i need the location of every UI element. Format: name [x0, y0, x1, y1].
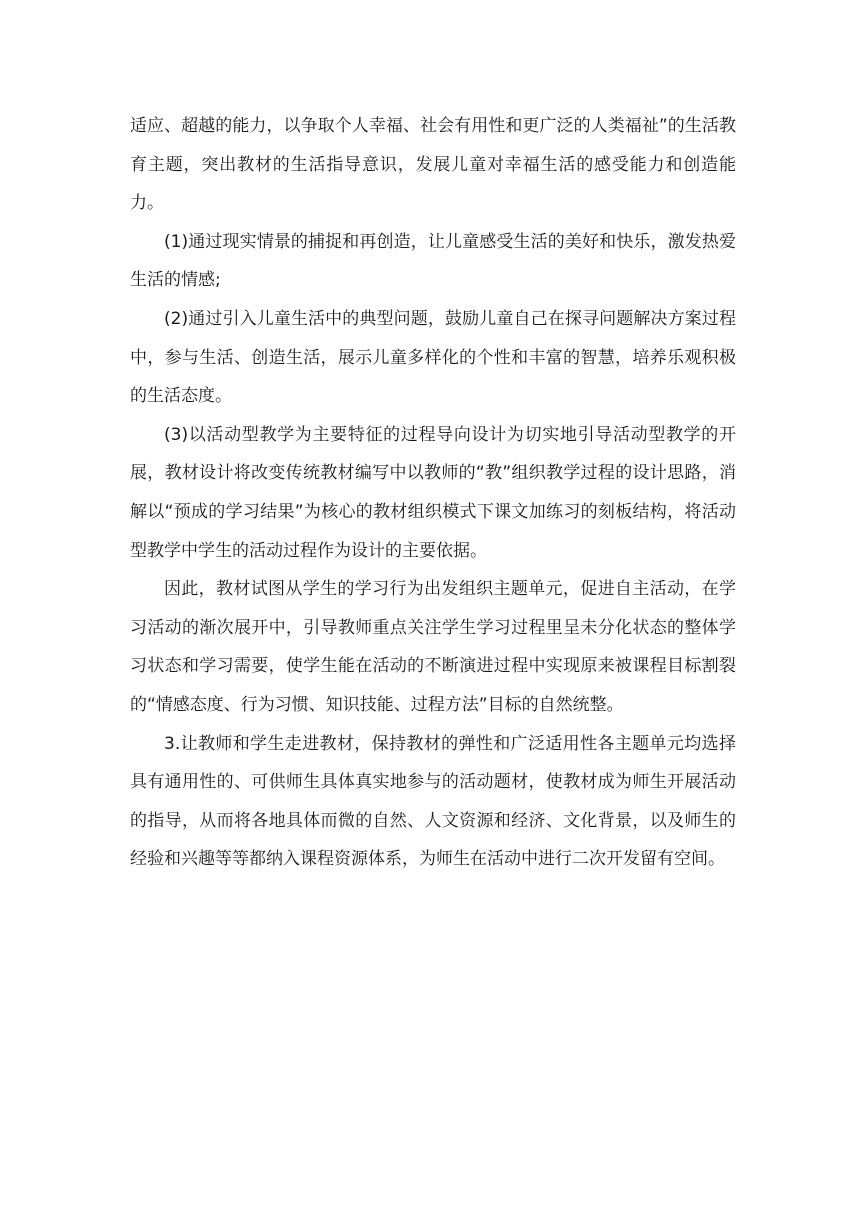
paragraph-1: 适应、超越的能力，以争取个人幸福、社会有用性和更广泛的人类福祉”的生活教育主题，突出教材的生活指导意识，发展儿童对幸福生活的感受能力和创造能力。 [130, 116, 736, 214]
paragraph-5: 因此，教材试图从学生的学习行为出发组织主题单元，促进自主活动，在学习活动的渐次展开中，引导教师重点关注学生学习过程里呈未分化状态的整体学习状态和学习需要，使学生能在活动的不断演进过程中实现原来被课程目标割裂的“情感态度、行为习惯、知识技能、过程方法”目标的自然统整。 [130, 579, 736, 715]
paragraph-4: (3)以活动型教学为主要特征的过程导向设计为切实地引导活动型教学的开展，教材设计将改变传统教材编写中以教师的“教”组织教学过程的设计思路，消解以“预成的学习结果”为核心的教材组织模式下课文加练习的刻板结构，将活动型教学中学生的活动过程作为设计的主要依据。 [130, 424, 736, 561]
paragraph-6: 3.让教师和学生走进教材，保持教材的弹性和广泛适用性各主题单元均选择具有通用性的、可供师生具体真实地参与的活动题材，使教材成为师生开展活动的指导，从而将各地具体而微的自然、人文资源和经济、文化背景，以及师生的经验和兴趣等等都纳入课程资源体系，为师生在活动中进行二次开发留有空间。 [130, 733, 736, 870]
paragraph-3: (2)通过引入儿童生活中的典型问题，鼓励儿童自己在探寻问题解决方案过程中，参与生活、创造生活，展示儿童多样化的个性和丰富的智慧，培养乐观积极的生活态度。 [130, 308, 736, 407]
document-body [130, 107, 736, 879]
paragraph-2: (1)通过现实情景的捕捉和再创造，让儿童感受生活的美好和快乐，激发热爱生活的情感; [130, 231, 736, 291]
